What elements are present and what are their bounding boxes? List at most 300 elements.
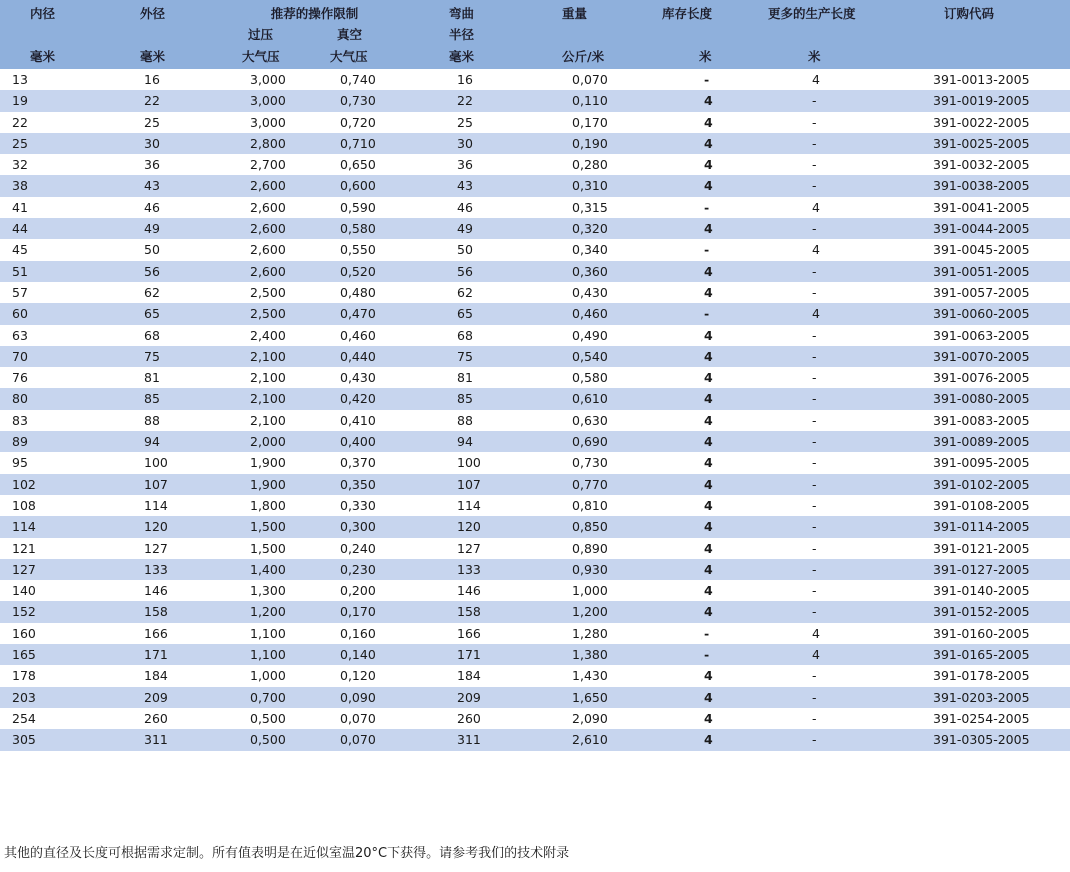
cell-outer-diameter: 260 [112, 708, 202, 729]
cell-more-length: 4 [760, 69, 892, 90]
cell-outer-diameter: 114 [112, 495, 202, 516]
cell-bend-radius: 209 [427, 687, 532, 708]
cell-outer-diameter: 85 [112, 388, 202, 409]
cell-order-code: 391-0076-2005 [892, 367, 1070, 388]
cell-vacuum: 0,430 [317, 367, 427, 388]
cell-more-length: - [760, 452, 892, 473]
cell-vacuum: 0,200 [317, 580, 427, 601]
cell-order-code: 391-0070-2005 [892, 346, 1070, 367]
cell-overpressure: 0,500 [202, 729, 317, 750]
cell-order-code: 391-0121-2005 [892, 538, 1070, 559]
cell-outer-diameter: 209 [112, 687, 202, 708]
cell-overpressure: 2,100 [202, 346, 317, 367]
cell-bend-radius: 166 [427, 623, 532, 644]
table-row [0, 282, 1070, 303]
cell-overpressure: 0,700 [202, 687, 317, 708]
cell-vacuum: 0,120 [317, 665, 427, 686]
cell-vacuum: 0,300 [317, 516, 427, 537]
cell-outer-diameter: 184 [112, 665, 202, 686]
cell-overpressure: 1,100 [202, 644, 317, 665]
cell-vacuum: 0,330 [317, 495, 427, 516]
cell-order-code: 391-0051-2005 [892, 261, 1070, 282]
cell-vacuum: 0,160 [317, 623, 427, 644]
cell-inner-diameter: 127 [0, 559, 112, 580]
header-blank [892, 25, 1070, 45]
cell-order-code: 391-0083-2005 [892, 410, 1070, 431]
table-row [0, 388, 1070, 409]
header-order-code: 订购代码 [892, 0, 1070, 25]
cell-bend-radius: 127 [427, 538, 532, 559]
cell-weight: 0,630 [532, 410, 642, 431]
cell-weight: 0,070 [532, 69, 642, 90]
cell-stock-length: 4 [642, 516, 760, 537]
cell-vacuum: 0,710 [317, 133, 427, 154]
cell-weight: 0,460 [532, 303, 642, 324]
table-row [0, 133, 1070, 154]
cell-overpressure: 3,000 [202, 90, 317, 111]
header-more-unit: 米 [760, 45, 892, 69]
cell-order-code: 391-0140-2005 [892, 580, 1070, 601]
cell-vacuum: 0,550 [317, 239, 427, 260]
table-row [0, 644, 1070, 665]
cell-stock-length: 4 [642, 580, 760, 601]
cell-bend-radius: 68 [427, 325, 532, 346]
cell-overpressure: 1,500 [202, 516, 317, 537]
cell-outer-diameter: 65 [112, 303, 202, 324]
cell-vacuum: 0,170 [317, 601, 427, 622]
table-header [0, 0, 1070, 69]
header-row-1 [0, 0, 1070, 25]
cell-stock-length: 4 [642, 90, 760, 111]
cell-inner-diameter: 203 [0, 687, 112, 708]
header-outer-diameter: 外径 [112, 0, 202, 25]
cell-inner-diameter: 80 [0, 388, 112, 409]
cell-order-code: 391-0160-2005 [892, 623, 1070, 644]
cell-bend-radius: 65 [427, 303, 532, 324]
cell-weight: 1,650 [532, 687, 642, 708]
cell-stock-length: 4 [642, 154, 760, 175]
cell-vacuum: 0,480 [317, 282, 427, 303]
header-outer-unit: 毫米 [112, 45, 202, 69]
cell-bend-radius: 158 [427, 601, 532, 622]
cell-inner-diameter: 140 [0, 580, 112, 601]
cell-order-code: 391-0022-2005 [892, 112, 1070, 133]
cell-stock-length: - [642, 303, 760, 324]
table-row [0, 303, 1070, 324]
cell-bend-radius: 46 [427, 197, 532, 218]
cell-inner-diameter: 254 [0, 708, 112, 729]
table-row [0, 325, 1070, 346]
cell-more-length: - [760, 559, 892, 580]
header-vacuum: 真空 [317, 25, 427, 45]
cell-inner-diameter: 22 [0, 112, 112, 133]
cell-weight: 2,090 [532, 708, 642, 729]
table-row [0, 729, 1070, 750]
cell-overpressure: 1,900 [202, 452, 317, 473]
cell-bend-radius: 100 [427, 452, 532, 473]
cell-outer-diameter: 107 [112, 474, 202, 495]
cell-inner-diameter: 152 [0, 601, 112, 622]
cell-inner-diameter: 83 [0, 410, 112, 431]
cell-inner-diameter: 19 [0, 90, 112, 111]
header-row-3 [0, 45, 1070, 69]
cell-vacuum: 0,650 [317, 154, 427, 175]
cell-overpressure: 2,600 [202, 239, 317, 260]
cell-outer-diameter: 36 [112, 154, 202, 175]
cell-bend-radius: 56 [427, 261, 532, 282]
header-overpressure-unit: 大气压 [202, 45, 317, 69]
cell-stock-length: 4 [642, 388, 760, 409]
cell-weight: 0,580 [532, 367, 642, 388]
table-row [0, 516, 1070, 537]
table-row [0, 687, 1070, 708]
cell-order-code: 391-0060-2005 [892, 303, 1070, 324]
cell-overpressure: 2,100 [202, 410, 317, 431]
cell-weight: 0,930 [532, 559, 642, 580]
cell-order-code: 391-0045-2005 [892, 239, 1070, 260]
cell-order-code: 391-0254-2005 [892, 708, 1070, 729]
cell-overpressure: 1,500 [202, 538, 317, 559]
cell-bend-radius: 107 [427, 474, 532, 495]
cell-bend-radius: 30 [427, 133, 532, 154]
cell-bend-radius: 120 [427, 516, 532, 537]
cell-weight: 0,315 [532, 197, 642, 218]
cell-order-code: 391-0080-2005 [892, 388, 1070, 409]
cell-inner-diameter: 76 [0, 367, 112, 388]
cell-stock-length: 4 [642, 133, 760, 154]
header-operating-limits: 推荐的操作限制 [202, 0, 427, 25]
table-row [0, 623, 1070, 644]
table-row [0, 410, 1070, 431]
cell-order-code: 391-0032-2005 [892, 154, 1070, 175]
cell-order-code: 391-0041-2005 [892, 197, 1070, 218]
cell-weight: 1,200 [532, 601, 642, 622]
cell-order-code: 391-0038-2005 [892, 175, 1070, 196]
cell-stock-length: 4 [642, 708, 760, 729]
cell-bend-radius: 133 [427, 559, 532, 580]
cell-weight: 2,610 [532, 729, 642, 750]
cell-stock-length: 4 [642, 346, 760, 367]
cell-vacuum: 0,400 [317, 431, 427, 452]
cell-more-length: - [760, 175, 892, 196]
table-row [0, 239, 1070, 260]
cell-order-code: 391-0152-2005 [892, 601, 1070, 622]
header-weight-unit: 公斤/米 [532, 45, 642, 69]
header-blank [0, 25, 112, 45]
cell-bend-radius: 36 [427, 154, 532, 175]
cell-overpressure: 2,500 [202, 303, 317, 324]
cell-more-length: - [760, 580, 892, 601]
cell-weight: 0,610 [532, 388, 642, 409]
table-row [0, 452, 1070, 473]
table-row [0, 112, 1070, 133]
header-radius: 半径 [427, 25, 532, 45]
header-stock-unit: 米 [642, 45, 760, 69]
cell-stock-length: 4 [642, 474, 760, 495]
cell-stock-length: - [642, 197, 760, 218]
header-blank [892, 45, 1070, 69]
cell-inner-diameter: 160 [0, 623, 112, 644]
cell-more-length: - [760, 367, 892, 388]
table-row [0, 90, 1070, 111]
header-blank [112, 25, 202, 45]
cell-weight: 1,380 [532, 644, 642, 665]
cell-stock-length: 4 [642, 665, 760, 686]
cell-inner-diameter: 178 [0, 665, 112, 686]
cell-outer-diameter: 166 [112, 623, 202, 644]
cell-vacuum: 0,590 [317, 197, 427, 218]
cell-outer-diameter: 127 [112, 538, 202, 559]
header-blank [760, 25, 892, 45]
cell-overpressure: 2,600 [202, 261, 317, 282]
table-row [0, 474, 1070, 495]
table-row [0, 346, 1070, 367]
cell-inner-diameter: 114 [0, 516, 112, 537]
footnote: 其他的直径及长度可根据需求定制。所有值表明是在近似室温20°C下获得。请参考我们的技术附录 [4, 846, 570, 861]
cell-stock-length: 4 [642, 687, 760, 708]
cell-order-code: 391-0013-2005 [892, 69, 1070, 90]
cell-stock-length: 4 [642, 729, 760, 750]
table-row [0, 431, 1070, 452]
cell-stock-length: 4 [642, 431, 760, 452]
table-row [0, 538, 1070, 559]
header-stock-length: 库存长度 [642, 0, 760, 25]
cell-outer-diameter: 30 [112, 133, 202, 154]
cell-more-length: - [760, 729, 892, 750]
cell-order-code: 391-0178-2005 [892, 665, 1070, 686]
cell-more-length: 4 [760, 644, 892, 665]
cell-bend-radius: 22 [427, 90, 532, 111]
header-weight: 重量 [532, 0, 642, 25]
cell-stock-length: 4 [642, 601, 760, 622]
cell-weight: 0,170 [532, 112, 642, 133]
cell-outer-diameter: 133 [112, 559, 202, 580]
cell-stock-length: 4 [642, 261, 760, 282]
cell-inner-diameter: 108 [0, 495, 112, 516]
cell-overpressure: 2,700 [202, 154, 317, 175]
cell-stock-length: - [642, 239, 760, 260]
cell-overpressure: 1,000 [202, 665, 317, 686]
cell-outer-diameter: 171 [112, 644, 202, 665]
cell-outer-diameter: 68 [112, 325, 202, 346]
cell-inner-diameter: 38 [0, 175, 112, 196]
cell-outer-diameter: 146 [112, 580, 202, 601]
cell-overpressure: 2,600 [202, 197, 317, 218]
cell-vacuum: 0,240 [317, 538, 427, 559]
cell-outer-diameter: 120 [112, 516, 202, 537]
table-row [0, 261, 1070, 282]
cell-stock-length: 4 [642, 218, 760, 239]
cell-vacuum: 0,140 [317, 644, 427, 665]
cell-inner-diameter: 57 [0, 282, 112, 303]
cell-bend-radius: 311 [427, 729, 532, 750]
cell-outer-diameter: 81 [112, 367, 202, 388]
cell-overpressure: 2,800 [202, 133, 317, 154]
cell-overpressure: 2,100 [202, 388, 317, 409]
cell-more-length: - [760, 495, 892, 516]
cell-more-length: - [760, 282, 892, 303]
cell-order-code: 391-0089-2005 [892, 431, 1070, 452]
table-body [0, 69, 1070, 751]
cell-overpressure: 2,100 [202, 367, 317, 388]
cell-weight: 1,000 [532, 580, 642, 601]
cell-weight: 0,430 [532, 282, 642, 303]
cell-bend-radius: 81 [427, 367, 532, 388]
cell-overpressure: 3,000 [202, 69, 317, 90]
cell-more-length: - [760, 325, 892, 346]
cell-vacuum: 0,070 [317, 708, 427, 729]
cell-weight: 0,340 [532, 239, 642, 260]
cell-weight: 1,280 [532, 623, 642, 644]
cell-bend-radius: 50 [427, 239, 532, 260]
cell-outer-diameter: 94 [112, 431, 202, 452]
header-more-length: 更多的生产长度 [760, 0, 892, 25]
cell-weight: 0,730 [532, 452, 642, 473]
cell-bend-radius: 146 [427, 580, 532, 601]
cell-stock-length: - [642, 644, 760, 665]
cell-stock-length: 4 [642, 452, 760, 473]
cell-more-length: - [760, 218, 892, 239]
cell-stock-length: 4 [642, 325, 760, 346]
cell-vacuum: 0,730 [317, 90, 427, 111]
cell-vacuum: 0,070 [317, 729, 427, 750]
table-row [0, 495, 1070, 516]
cell-inner-diameter: 70 [0, 346, 112, 367]
cell-vacuum: 0,600 [317, 175, 427, 196]
cell-outer-diameter: 100 [112, 452, 202, 473]
cell-weight: 0,810 [532, 495, 642, 516]
cell-order-code: 391-0044-2005 [892, 218, 1070, 239]
cell-bend-radius: 62 [427, 282, 532, 303]
cell-bend-radius: 25 [427, 112, 532, 133]
cell-inner-diameter: 89 [0, 431, 112, 452]
cell-vacuum: 0,580 [317, 218, 427, 239]
header-vacuum-unit: 大气压 [317, 45, 427, 69]
table-row [0, 218, 1070, 239]
cell-bend-radius: 75 [427, 346, 532, 367]
cell-vacuum: 0,410 [317, 410, 427, 431]
cell-inner-diameter: 60 [0, 303, 112, 324]
cell-vacuum: 0,460 [317, 325, 427, 346]
header-inner-diameter: 内径 [0, 0, 112, 25]
cell-weight: 0,110 [532, 90, 642, 111]
cell-weight: 0,690 [532, 431, 642, 452]
cell-inner-diameter: 165 [0, 644, 112, 665]
table-row [0, 197, 1070, 218]
cell-vacuum: 0,230 [317, 559, 427, 580]
header-bend: 弯曲 [427, 0, 532, 25]
cell-order-code: 391-0025-2005 [892, 133, 1070, 154]
cell-overpressure: 1,100 [202, 623, 317, 644]
cell-order-code: 391-0165-2005 [892, 644, 1070, 665]
cell-stock-length: 4 [642, 367, 760, 388]
cell-outer-diameter: 311 [112, 729, 202, 750]
cell-order-code: 391-0108-2005 [892, 495, 1070, 516]
cell-order-code: 391-0019-2005 [892, 90, 1070, 111]
cell-outer-diameter: 25 [112, 112, 202, 133]
cell-bend-radius: 88 [427, 410, 532, 431]
cell-outer-diameter: 75 [112, 346, 202, 367]
cell-vacuum: 0,440 [317, 346, 427, 367]
cell-more-length: - [760, 601, 892, 622]
cell-weight: 0,360 [532, 261, 642, 282]
cell-more-length: - [760, 112, 892, 133]
cell-vacuum: 0,370 [317, 452, 427, 473]
cell-vacuum: 0,090 [317, 687, 427, 708]
cell-bend-radius: 171 [427, 644, 532, 665]
cell-order-code: 391-0095-2005 [892, 452, 1070, 473]
cell-outer-diameter: 16 [112, 69, 202, 90]
cell-bend-radius: 43 [427, 175, 532, 196]
cell-more-length: - [760, 133, 892, 154]
cell-more-length: - [760, 687, 892, 708]
cell-weight: 0,490 [532, 325, 642, 346]
cell-order-code: 391-0102-2005 [892, 474, 1070, 495]
cell-overpressure: 2,500 [202, 282, 317, 303]
cell-vacuum: 0,350 [317, 474, 427, 495]
table-row [0, 559, 1070, 580]
cell-outer-diameter: 62 [112, 282, 202, 303]
cell-order-code: 391-0114-2005 [892, 516, 1070, 537]
cell-bend-radius: 184 [427, 665, 532, 686]
cell-more-length: - [760, 410, 892, 431]
cell-more-length: - [760, 538, 892, 559]
table-row [0, 601, 1070, 622]
header-inner-unit: 毫米 [0, 45, 112, 69]
cell-outer-diameter: 22 [112, 90, 202, 111]
cell-overpressure: 1,200 [202, 601, 317, 622]
header-blank [532, 25, 642, 45]
cell-more-length: 4 [760, 623, 892, 644]
cell-outer-diameter: 158 [112, 601, 202, 622]
header-radius-unit: 毫米 [427, 45, 532, 69]
cell-more-length: 4 [760, 303, 892, 324]
cell-overpressure: 2,000 [202, 431, 317, 452]
table-row [0, 580, 1070, 601]
header-blank [642, 25, 760, 45]
cell-weight: 0,280 [532, 154, 642, 175]
cell-overpressure: 1,400 [202, 559, 317, 580]
cell-bend-radius: 260 [427, 708, 532, 729]
cell-stock-length: 4 [642, 282, 760, 303]
cell-inner-diameter: 51 [0, 261, 112, 282]
cell-stock-length: 4 [642, 495, 760, 516]
cell-weight: 0,890 [532, 538, 642, 559]
cell-weight: 0,770 [532, 474, 642, 495]
cell-weight: 0,310 [532, 175, 642, 196]
table-row [0, 175, 1070, 196]
cell-overpressure: 2,600 [202, 218, 317, 239]
cell-order-code: 391-0063-2005 [892, 325, 1070, 346]
cell-more-length: - [760, 665, 892, 686]
cell-weight: 0,190 [532, 133, 642, 154]
header-overpressure: 过压 [202, 25, 317, 45]
cell-more-length: - [760, 474, 892, 495]
cell-bend-radius: 94 [427, 431, 532, 452]
cell-inner-diameter: 25 [0, 133, 112, 154]
cell-inner-diameter: 121 [0, 538, 112, 559]
cell-stock-length: - [642, 623, 760, 644]
cell-inner-diameter: 41 [0, 197, 112, 218]
cell-order-code: 391-0305-2005 [892, 729, 1070, 750]
table-row [0, 367, 1070, 388]
cell-stock-length: 4 [642, 410, 760, 431]
cell-inner-diameter: 102 [0, 474, 112, 495]
cell-inner-diameter: 32 [0, 154, 112, 175]
cell-outer-diameter: 56 [112, 261, 202, 282]
cell-weight: 0,540 [532, 346, 642, 367]
cell-order-code: 391-0203-2005 [892, 687, 1070, 708]
